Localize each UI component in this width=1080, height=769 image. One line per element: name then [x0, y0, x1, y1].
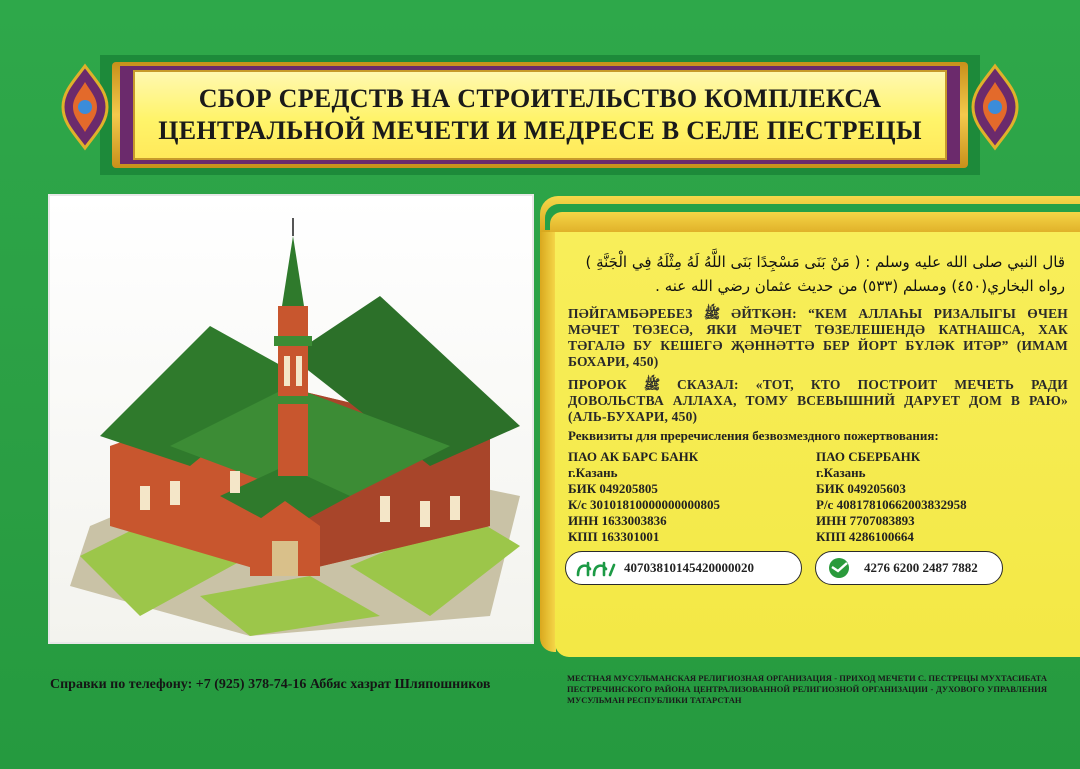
bank-kpp: КПП 4286100664	[816, 529, 914, 544]
organization-name: МЕСТНАЯ МУСУЛЬМАНСКАЯ РЕЛИГИОЗНАЯ ОРГАНИЗАЦИЯ - ПРИХОД МЕЧЕТИ С. ПЕСТРЕЦЫ МУХТАСИБАТА ПЕСТРЕЧИНСКОГО РАЙОНА ЦЕНТРАЛИЗОВАННОЙ РЕЛИГИОЗНОЙ ОРГАНИЗАЦИИ - ДУХОВОГО УПРАВЛЕНИЯ МУСУЛЬМАН РЕСПУБЛИКИ ТАТАРСТАН	[567, 673, 1047, 705]
hadith-arabic-line-1: قال النبي صلى الله عليه وسلم : ( مَنْ بَنَى مَسْجِدًا بَنَى اللَّهُ لَهُ مِثْلَهُ فِي الْجَنَّةِ )	[585, 253, 1065, 271]
header-title-box	[133, 70, 947, 160]
ornament-left-icon	[55, 62, 115, 152]
bank-sberbank-details	[816, 449, 967, 545]
bank-name: ПАО АК БАРС БАНК	[568, 449, 699, 464]
contact-phone: Справки по телефону: +7 (925) 378-74-16 Аббяс хазрат Шляпошников	[50, 677, 491, 692]
bank-account: Р/с 40817810662003832958	[816, 497, 967, 512]
mosque-rendering-image	[50, 196, 532, 642]
requisites-title: Реквизиты для преречисления безвозмездного пожертвования:	[568, 428, 939, 443]
sberbank-card-number: 4276 6200 2487 7882	[864, 560, 978, 575]
bank-inn: ИНН 1633003836	[568, 513, 667, 528]
hadith-tatar: ПӘЙГАМБӘРЕБЕЗ ﷺ ӘЙТКӘН: “КЕМ АЛЛАҺЫ РИЗАЛЫГЫ ӨЧЕН МӘЧЕТ ТӨЗЕСӘ, ЯКИ МӘЧЕТ ТӨЗЕЛЕШЕНДӘ КАТНАШСА, ХАК ТӘГАЛӘ БУ КЕШЕГӘ ҖӘННӘТТӘ БЕР ЙОРТ БҮЛӘК ИТӘР” (ИМАМ БОХАРИ, 450)	[568, 306, 1068, 369]
hadith-arabic-line-2: رواه البخاري(٤٥٠) ومسلم (٥٣٣) من حديث عثمان رضي الله عنه .	[655, 277, 1065, 295]
panel-top-stripe-gold	[550, 212, 1080, 232]
bank-akbars-details	[568, 449, 720, 545]
bank-inn: ИНН 7707083893	[816, 513, 915, 528]
ornament-right-icon	[965, 62, 1025, 152]
bank-kpp: КПП 163301001	[568, 529, 660, 544]
bank-account: К/с 30101810000000000805	[568, 497, 721, 512]
akbars-account-pill	[565, 551, 802, 585]
akbars-logo-icon	[574, 557, 618, 579]
bank-bik: БИК 049205603	[816, 481, 906, 496]
bank-city: г.Казань	[816, 465, 866, 480]
bank-bik: БИК 049205805	[568, 481, 658, 496]
sberbank-card-pill	[815, 551, 1003, 585]
mosque-illustration	[50, 196, 532, 642]
bank-name: ПАО СБЕРБАНК	[816, 449, 921, 464]
sberbank-logo-icon	[822, 556, 856, 580]
akbars-account-number: 40703810145420000020	[624, 560, 754, 575]
panel-left-edge	[540, 232, 556, 652]
bank-city: г.Казань	[568, 465, 618, 480]
title-line-1: СБОР СРЕДСТВ НА СТРОИТЕЛЬСТВО КОМПЛЕКСА	[198, 84, 882, 113]
hadith-russian: ПРОРОК ﷺ СКАЗАЛ: «ТОТ, КТО ПОСТРОИТ МЕЧЕТЬ РАДИ ДОВОЛЬСТВА АЛЛАХА, ТОМУ ВСЕВЫШНИЙ ДАРУЕТ ДОМ В РАЮ» (АЛЬ-БУХАРИ, 450)	[568, 377, 1068, 424]
title-line-2: ЦЕНТРАЛЬНОЙ МЕЧЕТИ И МЕДРЕСЕ В СЕЛЕ ПЕСТРЕЦЫ	[158, 116, 922, 145]
hadith-arabic	[560, 250, 1065, 298]
